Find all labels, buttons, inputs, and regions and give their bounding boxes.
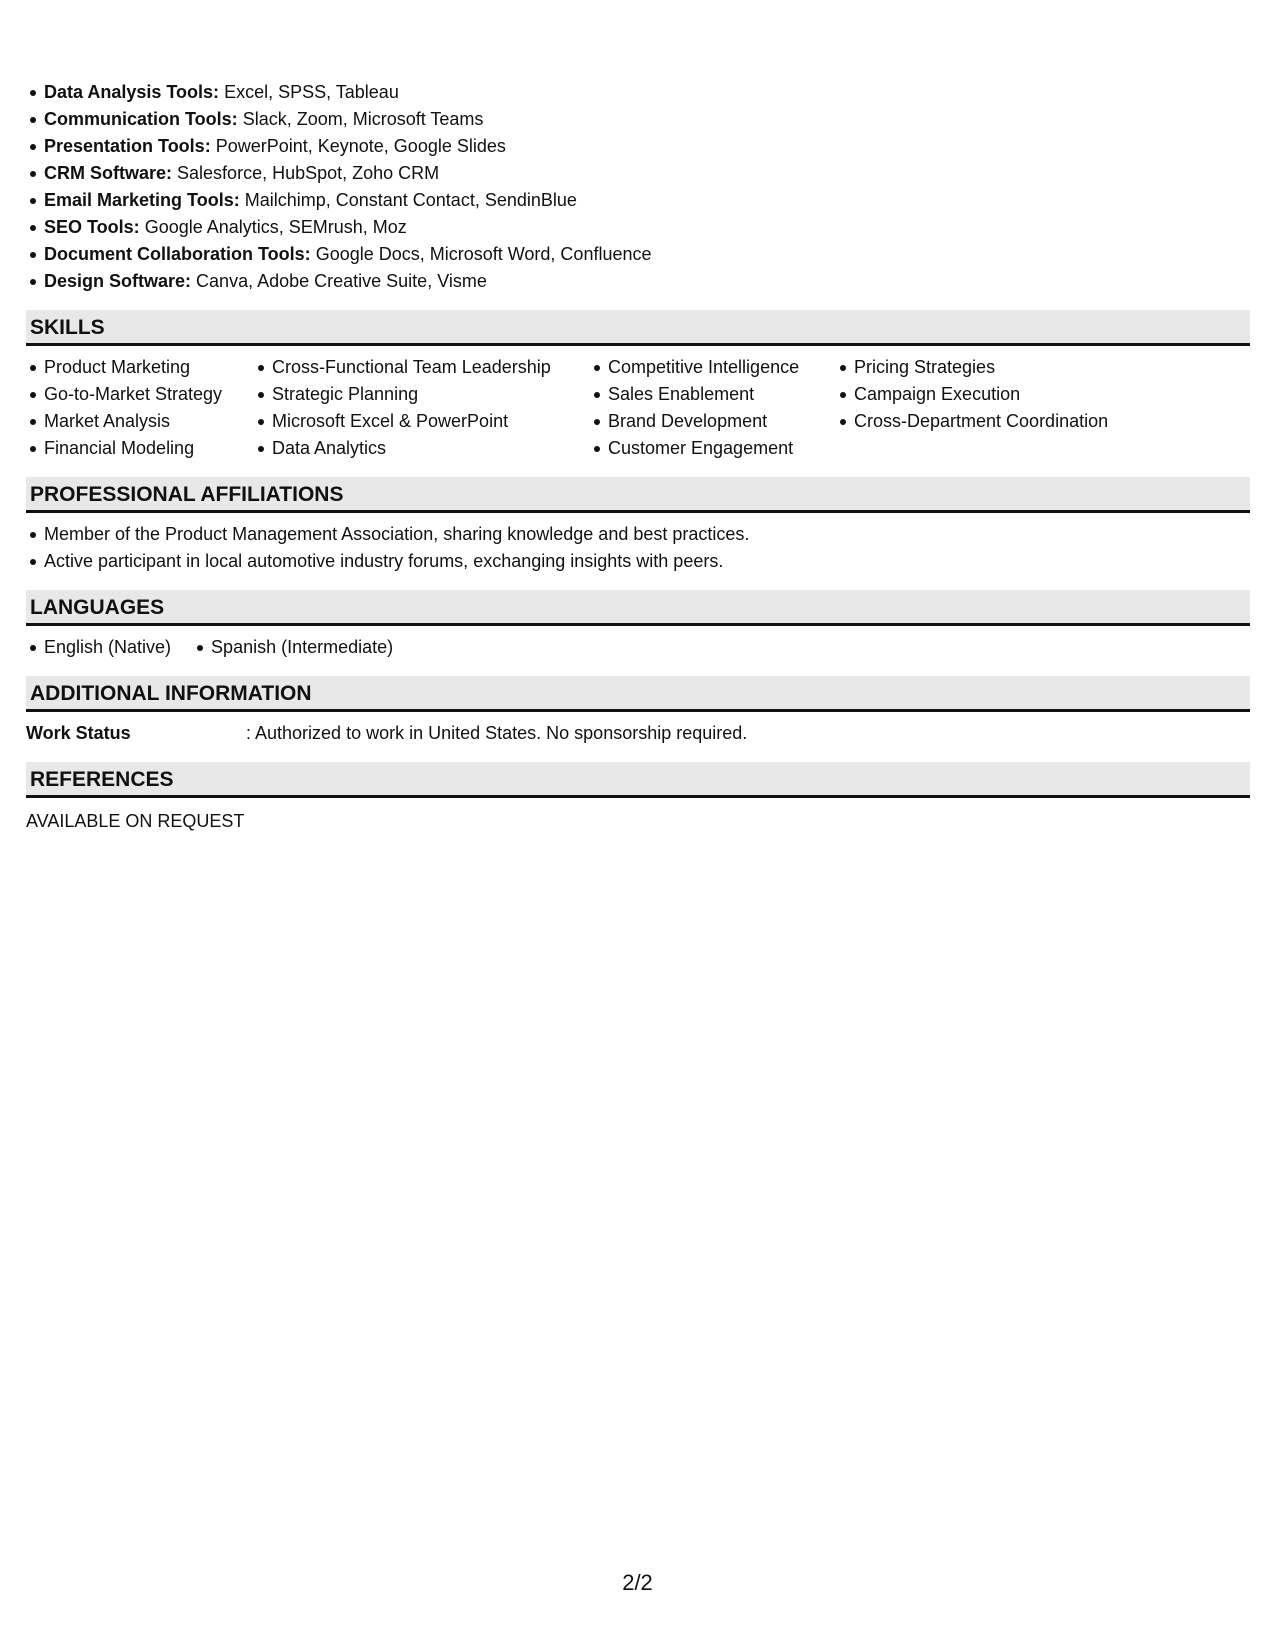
tool-value: Google Docs, Microsoft Word, Confluence	[315, 244, 652, 264]
language-item: English (Native)	[44, 634, 171, 661]
tool-label: Document Collaboration Tools:	[44, 244, 311, 264]
skill-item: Competitive Intelligence	[608, 354, 836, 381]
skills-heading: SKILLS	[26, 310, 1250, 346]
skill-item: Campaign Execution	[854, 381, 1154, 408]
tool-item	[44, 214, 1250, 241]
skill-item: Cross-Functional Team Leadership	[272, 354, 590, 381]
tool-item	[44, 268, 1250, 295]
tool-label: Design Software:	[44, 271, 192, 291]
skill-item: Brand Development	[608, 408, 836, 435]
tool-label: CRM Software:	[44, 163, 173, 183]
skills-grid	[26, 346, 1250, 462]
tool-value: Excel, SPSS, Tableau	[224, 82, 399, 102]
skill-item: Sales Enablement	[608, 381, 836, 408]
additional-info-heading: ADDITIONAL INFORMATION	[26, 676, 1250, 712]
page-number: 2/2	[622, 1570, 653, 1595]
languages-heading: LANGUAGES	[26, 590, 1250, 626]
tool-item	[44, 187, 1250, 214]
skills-column	[836, 354, 1154, 462]
work-status-label: Work Status	[26, 723, 131, 743]
skill-item: Customer Engagement	[608, 435, 836, 462]
skill-item: Strategic Planning	[272, 381, 590, 408]
skill-item: Market Analysis	[44, 408, 254, 435]
work-status-value: : Authorized to work in United States. No sponsorship required.	[246, 723, 748, 743]
tool-item	[44, 106, 1250, 133]
language-item: Spanish (Intermediate)	[211, 634, 393, 661]
work-status-row	[26, 712, 1250, 747]
skills-column	[254, 354, 590, 462]
tool-label: Data Analysis Tools:	[44, 82, 220, 102]
tool-item	[44, 160, 1250, 187]
references-text: AVAILABLE ON REQUEST	[26, 811, 245, 831]
affiliation-item: Member of the Product Management Association, sharing knowledge and best practices.	[44, 521, 1250, 548]
tool-label: Communication Tools:	[44, 109, 238, 129]
tool-value: Canva, Adobe Creative Suite, Visme	[196, 271, 487, 291]
skill-item: Financial Modeling	[44, 435, 254, 462]
tool-value: Salesforce, HubSpot, Zoho CRM	[177, 163, 440, 183]
skill-item: Go-to-Market Strategy	[44, 381, 254, 408]
skill-item: Microsoft Excel & PowerPoint	[272, 408, 590, 435]
tools-list	[26, 79, 1250, 295]
references-heading: REFERENCES	[26, 762, 1250, 798]
resume-page	[26, 79, 1250, 835]
tool-item	[44, 241, 1250, 268]
skills-column	[26, 354, 254, 462]
skill-item: Cross-Department Coordination	[854, 408, 1154, 435]
skill-item: Pricing Strategies	[854, 354, 1154, 381]
tool-item	[44, 79, 1250, 106]
affiliation-item: Active participant in local automotive industry forums, exchanging insights with peers.	[44, 548, 1250, 575]
affiliations-heading: PROFESSIONAL AFFILIATIONS	[26, 477, 1250, 513]
tool-value: Slack, Zoom, Microsoft Teams	[242, 109, 484, 129]
tool-item	[44, 133, 1250, 160]
skill-item: Product Marketing	[44, 354, 254, 381]
skill-item: Data Analytics	[272, 435, 590, 462]
tool-label: Email Marketing Tools:	[44, 190, 240, 210]
tool-value: Mailchimp, Constant Contact, SendinBlue	[244, 190, 577, 210]
languages-list	[26, 626, 1250, 661]
tool-label: Presentation Tools:	[44, 136, 211, 156]
skills-column	[590, 354, 836, 462]
tool-value: PowerPoint, Keynote, Google Slides	[215, 136, 506, 156]
tool-label: SEO Tools:	[44, 217, 140, 237]
affiliations-list	[26, 513, 1250, 575]
tool-value: Google Analytics, SEMrush, Moz	[144, 217, 407, 237]
